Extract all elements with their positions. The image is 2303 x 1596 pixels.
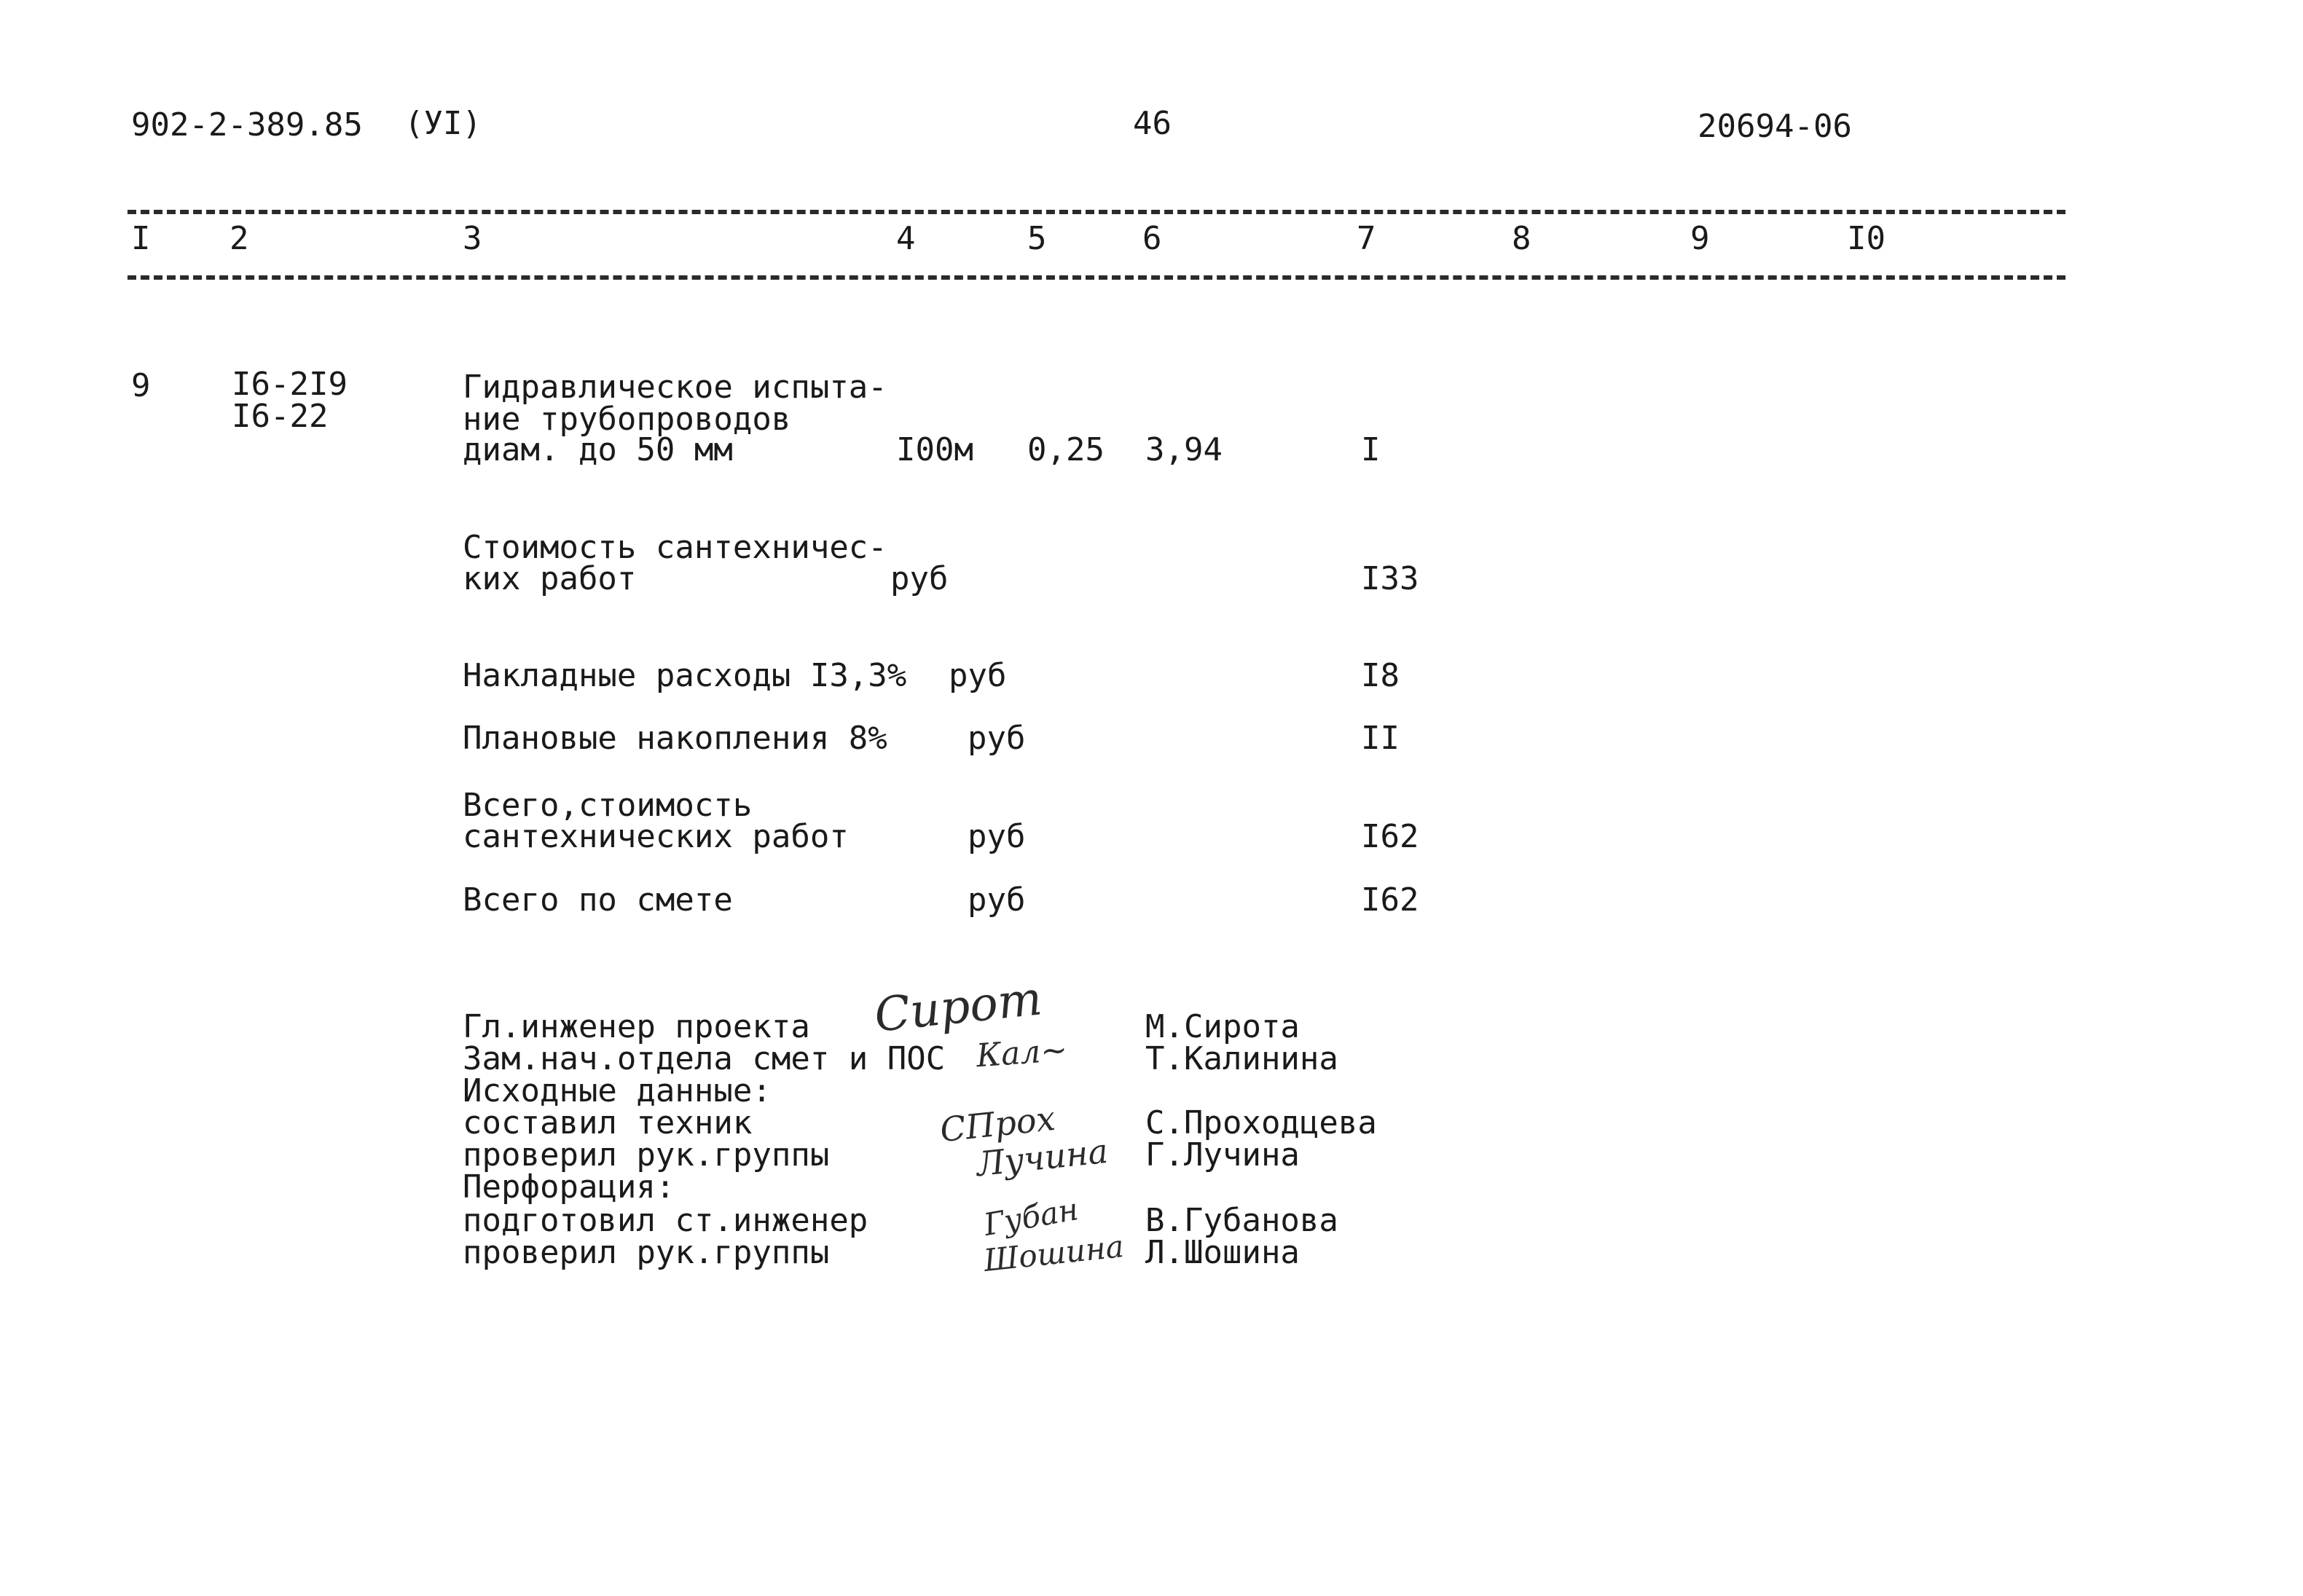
signoff-checked-label-1: проверил рук.группы bbox=[463, 1136, 830, 1174]
row-total: I bbox=[1361, 431, 1381, 468]
signoff-compiled-label: составил техник bbox=[463, 1104, 753, 1141]
row-description-line-1: Гидравлическое испыта- bbox=[463, 369, 887, 406]
summary-planned-savings-label: Плановые накопления 8% bbox=[463, 720, 887, 757]
row-code-1: I6-2I9 bbox=[232, 366, 348, 403]
row-quantity: 0,25 bbox=[1027, 431, 1105, 468]
row-code-2: I6-22 bbox=[232, 398, 329, 435]
signoff-deputy-label: Зам.нач.отдела смет и ПОС bbox=[463, 1040, 946, 1077]
signature-checker-1: Лучина bbox=[974, 1131, 1110, 1184]
signature-deputy: Кал~ bbox=[975, 1031, 1069, 1075]
page-number: 46 bbox=[1133, 105, 1172, 142]
summary-total-sanitary-line-1: Всего,стоимость bbox=[463, 787, 753, 824]
signoff-checked-name-2: Л.Шошина bbox=[1145, 1234, 1300, 1271]
summary-overhead-label: Накладные расходы I3,3% bbox=[463, 657, 907, 694]
summary-sanitary-cost-value: I33 bbox=[1361, 560, 1419, 597]
summary-total-sanitary-value: I62 bbox=[1361, 818, 1419, 855]
column-header-8: 8 bbox=[1512, 220, 1531, 257]
signoff-chief-engineer-label: Гл.инженер проекта bbox=[463, 1008, 810, 1045]
table-top-rule bbox=[127, 210, 2065, 214]
signoff-prepared-name: В.Губанова bbox=[1145, 1202, 1338, 1239]
document-number: 20694-06 bbox=[1698, 108, 1852, 145]
row-description-line-3: диам. до 50 мм bbox=[463, 431, 733, 468]
column-header-6: 6 bbox=[1142, 220, 1162, 257]
column-header-2: 2 bbox=[229, 220, 249, 257]
summary-sanitary-cost-line-2: ких работ bbox=[463, 560, 637, 597]
document-code: 902-2-389.85 bbox=[131, 106, 363, 144]
signature-compiler: СПрох bbox=[938, 1098, 1057, 1150]
row-number: 9 bbox=[131, 367, 151, 404]
signoff-chief-engineer-name: М.Сирота bbox=[1145, 1008, 1300, 1045]
summary-overhead-value: I8 bbox=[1361, 657, 1400, 694]
summary-sanitary-cost-line-1: Стоимость сантехничес- bbox=[463, 529, 887, 566]
signoff-source-data-label: Исходные данные: bbox=[463, 1072, 772, 1109]
row-description-line-2: ние трубопроводов bbox=[463, 401, 791, 438]
summary-grand-total-unit: руб bbox=[968, 881, 1026, 919]
summary-overhead-unit: руб bbox=[949, 657, 1007, 694]
signoff-perforation-label: Перфорация: bbox=[463, 1168, 675, 1206]
signoff-checked-name-1: Г.Лучина bbox=[1145, 1136, 1300, 1174]
signature-preparer: Губан bbox=[981, 1191, 1081, 1243]
signoff-prepared-label: подготовил ст.инженер bbox=[463, 1202, 868, 1239]
summary-planned-savings-value: II bbox=[1361, 720, 1400, 757]
column-header-5: 5 bbox=[1027, 220, 1047, 257]
summary-grand-total-label: Всего по смете bbox=[463, 881, 733, 919]
signature-chief-engineer: Сирот bbox=[871, 972, 1045, 1043]
signature-checker-2: Шошина bbox=[981, 1228, 1126, 1278]
summary-total-sanitary-unit: руб bbox=[968, 818, 1026, 855]
signoff-checked-label-2: проверил рук.группы bbox=[463, 1234, 830, 1271]
row-unit: I00м bbox=[896, 431, 973, 468]
column-header-9: 9 bbox=[1690, 220, 1710, 257]
document-section: (УI) bbox=[404, 105, 482, 142]
row-unit-price: 3,94 bbox=[1145, 431, 1223, 468]
column-header-4: 4 bbox=[896, 220, 916, 257]
table-header-rule bbox=[127, 275, 2065, 280]
column-header-1: I bbox=[131, 220, 151, 257]
column-header-7: 7 bbox=[1357, 220, 1376, 257]
summary-planned-savings-unit: руб bbox=[968, 720, 1026, 757]
summary-total-sanitary-line-2: сантехнических работ bbox=[463, 818, 849, 855]
summary-grand-total-value: I62 bbox=[1361, 881, 1419, 919]
signoff-deputy-name: Т.Калинина bbox=[1145, 1040, 1338, 1077]
summary-sanitary-cost-unit: руб bbox=[890, 560, 949, 597]
column-header-10: I0 bbox=[1847, 220, 1886, 257]
signoff-compiled-name: С.Проходцева bbox=[1145, 1104, 1377, 1141]
column-header-3: 3 bbox=[463, 220, 482, 257]
